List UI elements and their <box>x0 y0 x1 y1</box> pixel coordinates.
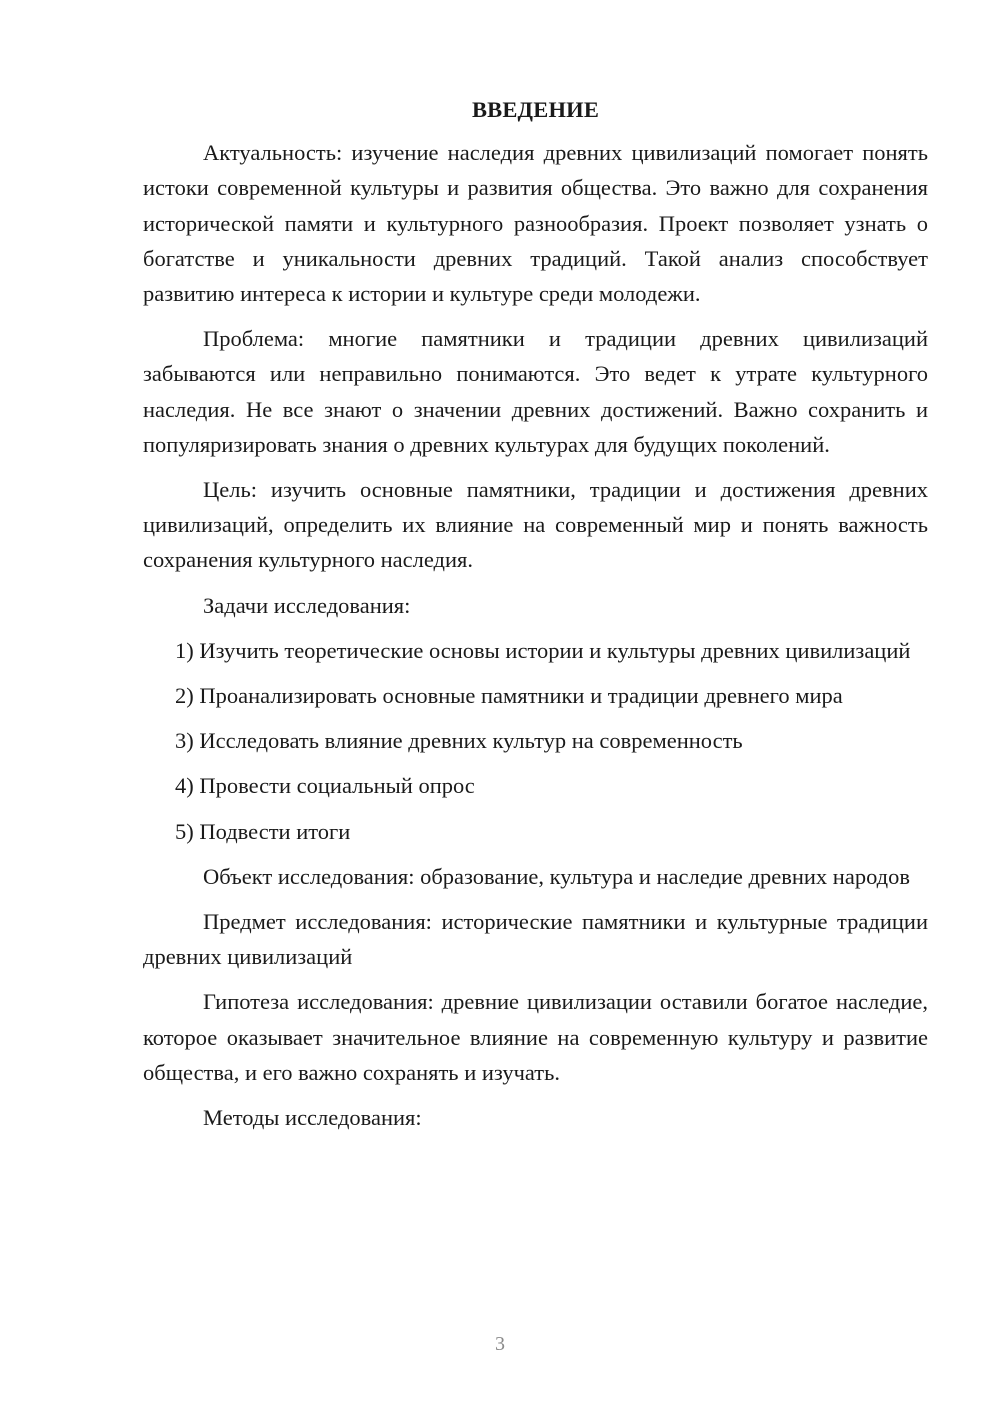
section-heading: ВВЕДЕНИЕ <box>471 97 600 122</box>
problem-paragraph: Проблема: многие памятники и традиции древних цивилизаций забываются или неправильно понимаются. Это ведет к утрате культурного наследия. Не все знают о значении древних достижений. Важно сохранить и популяризировать знания о древних культурах для будущих поколений. <box>143 326 928 457</box>
object-paragraph: Объект исследования: образование, культура и наследие древних народов <box>203 863 910 889</box>
task-item: 1) Изучить теоретические основы истории и культуры древних цивилизаций <box>175 637 911 663</box>
methods-title: Методы исследования: <box>203 1105 422 1131</box>
relevance-paragraph: Актуальность: изучение наследия древних цивилизаций помогает понять истоки современной культуры и развития общества. Это важно для сохранения исторической памяти и культурного разнообразия. Проект позволяет узнать о богатстве и уникальности древних традиций. Такой анализ способствует развитию интереса к истории и культуре среди молодежи. <box>143 140 928 307</box>
subject-paragraph: Предмет исследования: исторические памятники и культурные традиции древних цивилизаций <box>143 909 928 970</box>
task-item: 5) Подвести итоги <box>175 818 351 844</box>
task-item: 2) Проанализировать основные памятники и традиции древнего мира <box>175 683 843 709</box>
tasks-title: Задачи исследования: <box>203 592 411 618</box>
hypothesis-paragraph: Гипотеза исследования: древние цивилизации оставили богатое наследие, которое оказывает значительное влияние на современную культуру и развитие общества, и его важно сохранять и изучать. <box>143 989 928 1085</box>
task-item: 3) Исследовать влияние древних культур на современность <box>175 728 743 754</box>
task-item: 4) Провести социальный опрос <box>175 773 475 799</box>
page-content <box>143 92 928 1145</box>
page-number: 3 <box>495 1333 505 1355</box>
goal-paragraph: Цель: изучить основные памятники, традиции и достижения древних цивилизаций, определить их влияние на современный мир и понять важность сохранения культурного наследия. <box>143 477 928 573</box>
